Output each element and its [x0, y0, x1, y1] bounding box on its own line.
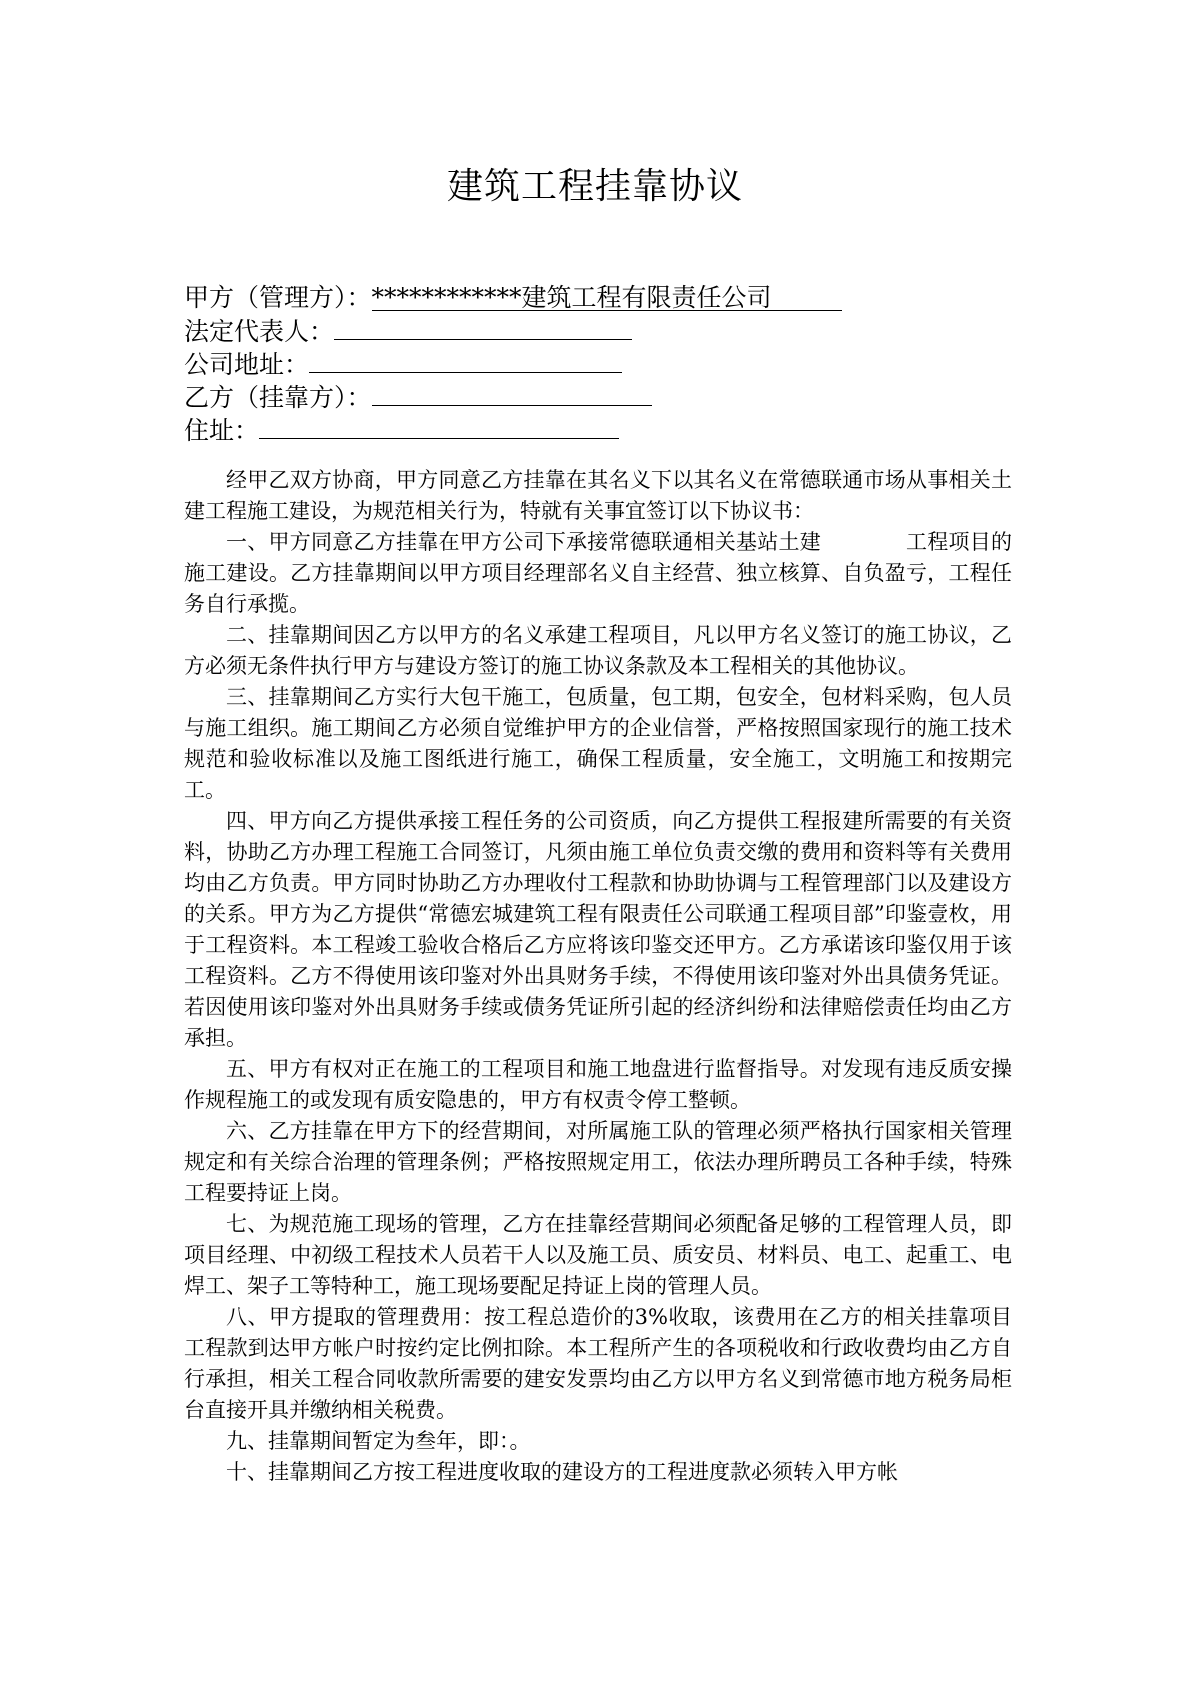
party-b-label: 乙方（挂靠方）： — [184, 383, 372, 412]
party-a-name: ************建筑工程有限责任公司 — [372, 285, 842, 311]
paragraph-clause-2: 二、挂靠期间因乙方以甲方的名义承建工程项目，凡以甲方名义签订的施工协议，乙方必须无条件执行甲方与建设方签订的施工协议条款及本工程相关的其他协议。 — [184, 623, 1012, 678]
legal-rep-blank — [334, 314, 632, 340]
address-label: 住址： — [184, 416, 260, 445]
address-line — [184, 413, 1024, 446]
legal-rep-line — [184, 314, 1024, 347]
paragraph-clause-5: 五、甲方有权对正在施工的工程项目和施工地盘进行监督指导。对发现有违反质安操作规程施工的或发现有质安隐患的，甲方有权责令停工整顿。 — [184, 1057, 1012, 1112]
party-a-label: 甲方（管理方）： — [184, 283, 372, 312]
paragraph-clause-1: 一、甲方同意乙方挂靠在甲方公司下承接常德联通相关基站土建 工程项目的施工建设。乙方挂靠期间以甲方项目经理部名义自主经营、独立核算、自负盈亏，工程任务自行承揽。 — [184, 530, 1012, 616]
parties-section — [184, 281, 1024, 446]
paragraph-clause-8: 八、甲方提取的管理费用：按工程总造价的3%收取，该费用在乙方的相关挂靠项目工程款到达甲方帐户时按约定比例扣除。本工程所产生的各项税收和行政收费均由乙方自行承担，相关工程合同收款所需要的建安发票均由乙方以甲方名义到常德市地方税务局柜台直接开具并缴纳相关税费。 — [184, 1305, 1012, 1422]
company-address-blank — [309, 347, 622, 373]
party-b-blank — [372, 380, 652, 406]
paragraph-clause-4: 四、甲方向乙方提供承接工程任务的公司资质，向乙方提供工程报建所需要的有关资料，协助乙方办理工程施工合同签订，凡须由施工单位负责交缴的费用和资料等有关费用均由乙方负责。甲方同时协助乙方办理收付工程款和协助协调与工程管理部门以及建设方的关系。甲方为乙方提供“常德宏城建筑工程有限责任公司联通工程项目部”印鉴壹枚，用于工程资料。本工程竣工验收合格后乙方应将该印鉴交还甲方。乙方承诺该印鉴仅用于该工程资料。乙方不得使用该印鉴对外出具财务手续，不得使用该印鉴对外出具债务凭证。若因使用该印鉴对外出具财务手续或债务凭证所引起的经济纠纷和法律赔偿责任均由乙方承担。 — [184, 809, 1012, 1050]
address-blank — [259, 413, 619, 439]
party-b-line — [184, 380, 1024, 413]
agreement-body — [184, 465, 1012, 1488]
paragraph-clause-3: 三、挂靠期间乙方实行大包干施工，包质量，包工期，包安全，包材料采购，包人员与施工组织。施工期间乙方必须自觉维护甲方的企业信誉，严格按照国家现行的施工技术规范和验收标准以及施工图纸进行施工，确保工程质量，安全施工，文明施工和按期完工。 — [184, 685, 1012, 802]
document-title: 建筑工程挂靠协议 — [446, 166, 743, 207]
party-a-line — [184, 281, 1024, 314]
paragraph-clause-9: 九、挂靠期间暂定为叁年，即：。 — [226, 1429, 531, 1453]
paragraph-clause-10: 十、挂靠期间乙方按工程进度收取的建设方的工程进度款必须转入甲方帐 — [226, 1460, 898, 1484]
paragraph-clause-7: 七、为规范施工现场的管理，乙方在挂靠经营期间必须配备足够的工程管理人员，即项目经理、中初级工程技术人员若干人以及施工员、质安员、材料员、电工、起重工、电焊工、架子工等特种工，施工现场要配足持证上岗的管理人员。 — [184, 1212, 1012, 1298]
company-address-line — [184, 347, 1024, 380]
company-address-label: 公司地址： — [184, 350, 310, 379]
paragraph-intro: 经甲乙双方协商，甲方同意乙方挂靠在其名义下以其名义在常德联通市场从事相关土建工程施工建设，为规范相关行为，特就有关事宜签订以下协议书： — [184, 468, 1012, 523]
legal-rep-label: 法定代表人： — [184, 317, 335, 346]
paragraph-clause-6: 六、乙方挂靠在甲方下的经营期间，对所属施工队的管理必须严格执行国家相关管理规定和有关综合治理的管理条例；严格按照规定用工，依法办理所聘员工各种手续，特殊工程要持证上岗。 — [184, 1119, 1012, 1205]
